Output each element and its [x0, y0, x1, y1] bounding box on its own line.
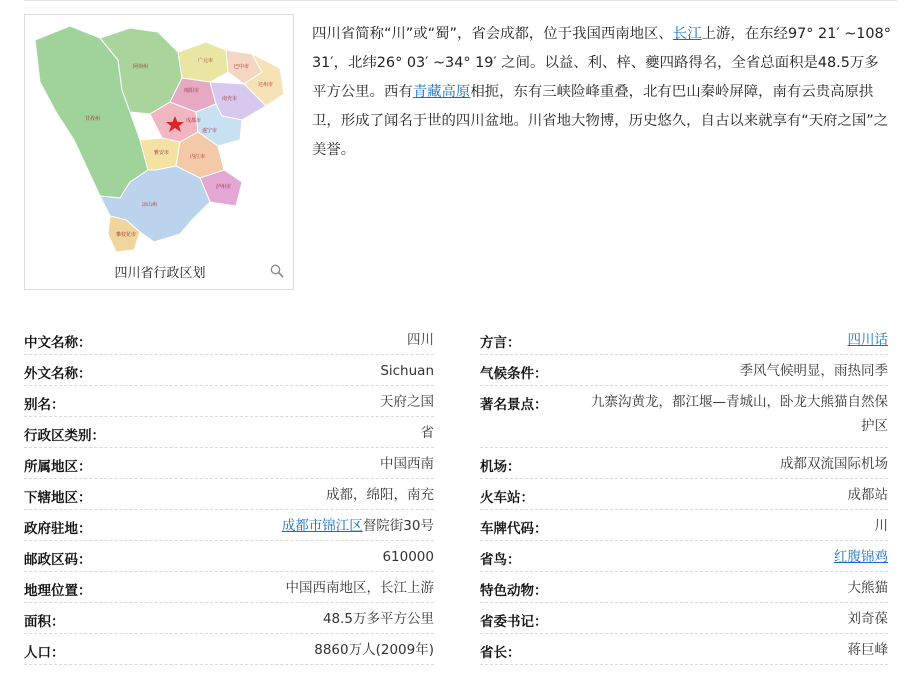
svg-text:阿坝州: 阿坝州: [133, 64, 149, 70]
info-key: 省委书记：: [480, 614, 548, 630]
link-jinjiang-district[interactable]: 成都市锦江区: [281, 518, 363, 534]
info-row: [480, 386, 888, 448]
svg-text:内江市: 内江市: [190, 154, 206, 160]
info-key: 著名景点：: [480, 397, 548, 413]
info-row: [24, 448, 434, 479]
info-key: 外文名称：: [24, 366, 92, 382]
info-row: [480, 355, 888, 386]
info-value: Sichuan: [380, 363, 434, 379]
info-value: [848, 328, 889, 352]
info-value: 四川: [407, 332, 434, 348]
info-key: 气候条件：: [480, 366, 548, 382]
map-caption: 四川省行政区划: [114, 266, 206, 281]
info-key: 面积：: [24, 614, 65, 630]
info-value: 大熊猫: [847, 580, 888, 596]
info-row: [24, 479, 434, 510]
top-divider: [24, 0, 897, 1]
intro-text-1: 四川省简称“川”或“蜀”，省会成都，位于我国西南地区、: [312, 26, 673, 42]
info-key: 政府驻地：: [24, 521, 92, 537]
info-value: 成都站: [847, 487, 888, 503]
info-row: [480, 479, 888, 510]
info-value: 成都双流国际机场: [780, 456, 888, 472]
info-key: 特色动物：: [480, 583, 548, 599]
info-value: 8860万人(2009年): [314, 642, 434, 658]
svg-text:攀枝花市: 攀枝花市: [116, 232, 137, 238]
svg-text:达州市: 达州市: [258, 82, 274, 88]
info-key: 人口：: [24, 645, 65, 661]
info-value: 省: [420, 425, 434, 441]
info-row: [24, 386, 434, 417]
info-row: [480, 634, 888, 665]
info-row: [24, 603, 434, 634]
svg-text:成都市: 成都市: [186, 118, 202, 124]
info-row: [24, 572, 434, 603]
info-value: 季风气候明显，雨热同季: [739, 363, 888, 379]
info-value: 中国西南地区，长江上游: [285, 580, 434, 596]
info-row: [24, 541, 434, 572]
info-value: 中国西南: [380, 456, 434, 472]
svg-text:遂宁市: 遂宁市: [202, 128, 218, 134]
info-value: 成都，绵阳，南充: [326, 487, 434, 503]
info-key: 车牌代码：: [480, 521, 548, 537]
infobox-right-column: [480, 324, 888, 665]
map-thumbnail-card[interactable]: [24, 14, 294, 290]
info-value: 天府之国: [380, 394, 434, 410]
link-qingzang-plateau[interactable]: 青藏高原: [412, 84, 471, 100]
svg-text:泸州市: 泸州市: [216, 184, 232, 190]
infobox-left-column: [24, 324, 434, 665]
info-value: 48.5万多平方公里: [322, 611, 434, 627]
info-row: [480, 324, 888, 355]
info-value: [834, 545, 888, 569]
svg-text:雅安市: 雅安市: [154, 150, 170, 156]
info-value: 九寨沟黄龙，都江堰—青城山，卧龙大熊猫自然保护区: [591, 394, 888, 434]
info-key: 中文名称：: [24, 335, 92, 351]
intro-paragraph: [312, 20, 892, 165]
info-row: [24, 510, 434, 541]
info-key: 火车站：: [480, 490, 534, 506]
svg-text:甘孜州: 甘孜州: [85, 116, 101, 122]
info-row: [480, 572, 888, 603]
info-value: 610000: [382, 549, 434, 565]
info-value-rest: 督院街30号: [362, 518, 434, 534]
info-row: [24, 634, 434, 665]
info-row: [24, 324, 434, 355]
link-golden-pheasant[interactable]: 红腹锦鸡: [834, 549, 888, 565]
intro-text-2: 上游，在东经97° 21′ ~108° 31′，北纬26° 03′ ~34° 19′ 之间。以益、利、梓、夔四路得名，全省总面积是48.5万多平方公里。西有: [312, 26, 891, 100]
intro-text-3: 相扼，东有三峡险峰重叠，北有巴山秦岭屏障，南有云贵高原拱卫，形成了闻名于世的四川盆地。川省地大物博，历史悠久，自古以来就享有“天府之国”之美誉。: [312, 84, 889, 158]
info-key: 省鸟：: [480, 552, 521, 568]
info-value: 刘奇葆: [847, 611, 888, 627]
info-row: [480, 510, 888, 541]
svg-text:巴中市: 巴中市: [234, 64, 250, 70]
svg-text:广元市: 广元市: [198, 58, 214, 64]
info-key: 行政区类别：: [24, 428, 105, 444]
info-value: 蒋巨峰: [847, 642, 888, 658]
info-row: [480, 448, 888, 479]
info-key: 省长：: [480, 645, 521, 661]
link-sichuan-dialect[interactable]: 四川话: [847, 332, 888, 348]
info-key: 方言：: [480, 335, 521, 351]
magnify-icon[interactable]: [269, 263, 285, 279]
info-key: 邮政区码：: [24, 552, 92, 568]
info-value: [282, 514, 434, 538]
info-row: [24, 355, 434, 386]
svg-text:凉山州: 凉山州: [142, 202, 158, 208]
svg-text:南充市: 南充市: [222, 96, 238, 102]
info-value: 川: [874, 518, 888, 534]
info-key: 所属地区：: [24, 459, 92, 475]
svg-text:绵阳市: 绵阳市: [184, 88, 200, 94]
info-row: [480, 541, 888, 572]
info-key: 机场：: [480, 459, 521, 475]
link-changjiang[interactable]: 长江: [672, 26, 702, 42]
info-key: 别名：: [24, 397, 65, 413]
sichuan-map-image[interactable]: [30, 20, 288, 260]
info-row: [24, 417, 434, 448]
info-key: 地理位置：: [24, 583, 92, 599]
info-row: [480, 603, 888, 634]
info-key: 下辖地区：: [24, 490, 92, 506]
